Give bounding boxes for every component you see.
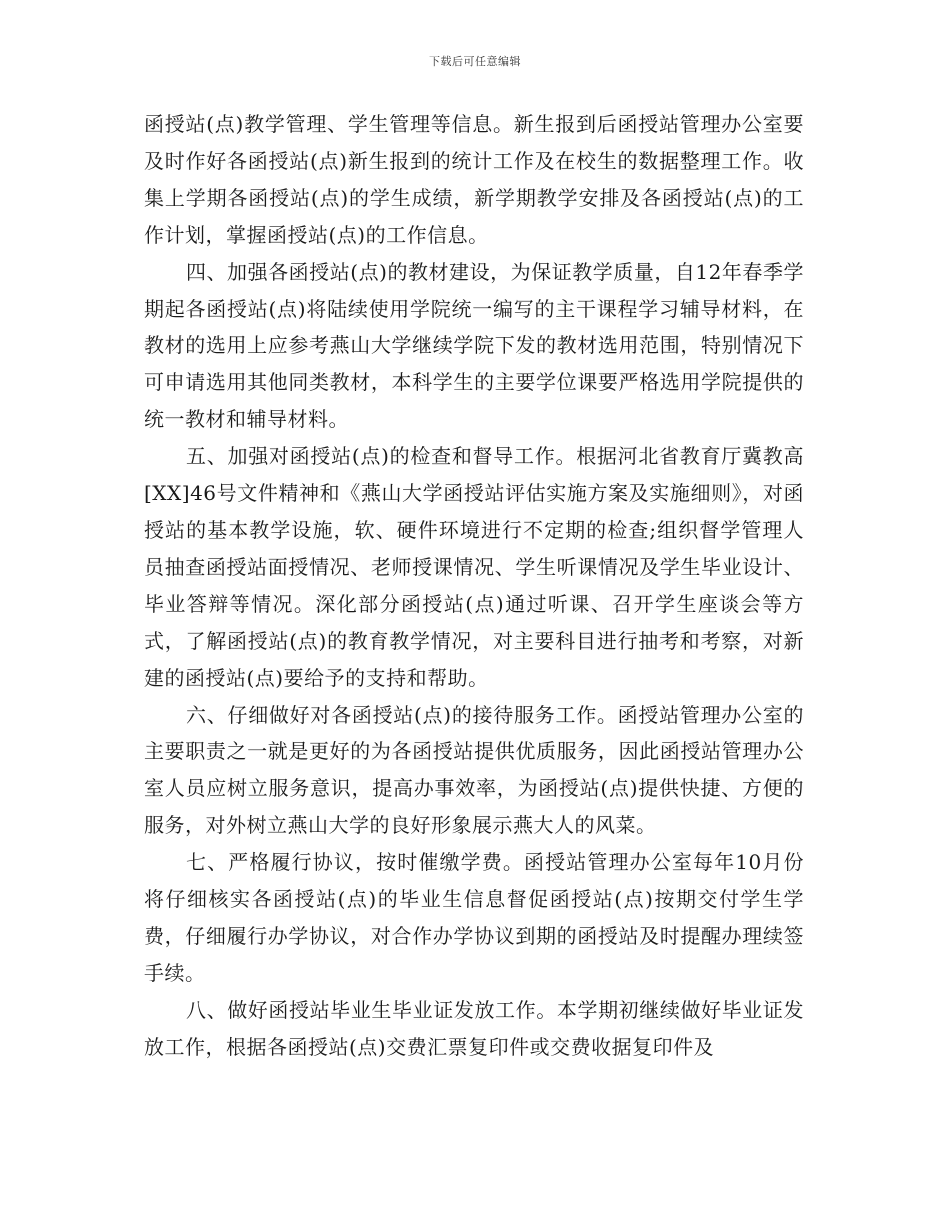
paragraph-item-8: 八、做好函授站毕业生毕业证发放工作。本学期初继续做好毕业证发放工作，根据各函授站(点)交费汇票复印件或交费收据复印件及 — [144, 997, 804, 1059]
paragraph-item-7: 七、严格履行协议，按时催缴学费。函授站管理办公室每年10月份将仔细核实各函授站(点)的毕业生信息督促函授站(点)按期交付学生学费，仔细履行办学协议，对合作办学协议到期的函授站及时提醒办理续签手续。 — [144, 850, 804, 985]
paragraph-item-5: 五、加强对函授站(点)的检查和督导工作。根据河北省教育厅冀教高[XX]46号文件精神和《燕山大学函授站评估实施方案及实施细则》，对函授站的基本教学设施，软、硬件环境进行不定期的检查;组织督学管理人员抽查函授站面授情况、老师授课情况、学生听课情况及学生毕业设计、毕业答辩等情况。深化部分函授站(点)通过听课、召开学生座谈会等方式，了解函授站(点)的教育教学情况，对主要科目进行抽考和考察，对新建的函授站(点)要给予的支持和帮助。 — [144, 444, 804, 690]
page-header: 下载后可任意编辑 — [429, 55, 521, 68]
paragraph-item-4: 四、加强各函授站(点)的教材建设，为保证教学质量，自12年春季学期起各函授站(点)将陆续使用学院统一编写的主干课程学习辅导材料，在教材的选用上应参考燕山大学继续学院下发的教材选用范围，特别情况下可申请选用其他同类教材，本科学生的主要学位课要严格选用学院提供的统一教材和辅导材料。 — [144, 259, 804, 432]
document-body — [144, 106, 804, 1066]
paragraph-continued: 函授站(点)教学管理、学生管理等信息。新生报到后函授站管理办公室要及时作好各函授站(点)新生报到的统计工作及在校生的数据整理工作。收集上学期各函授站(点)的学生成绩，新学期教学安排及各函授站(点)的工作计划，掌握函授站(点)的工作信息。 — [144, 112, 804, 247]
paragraph-item-6: 六、仔细做好对各函授站(点)的接待服务工作。函授站管理办公室的主要职责之一就是更好的为各函授站提供优质服务，因此函授站管理办公室人员应树立服务意识，提高办事效率，为函授站(点)提供快捷、方便的服务，对外树立燕山大学的良好形象展示燕大人的风菜。 — [144, 702, 804, 838]
